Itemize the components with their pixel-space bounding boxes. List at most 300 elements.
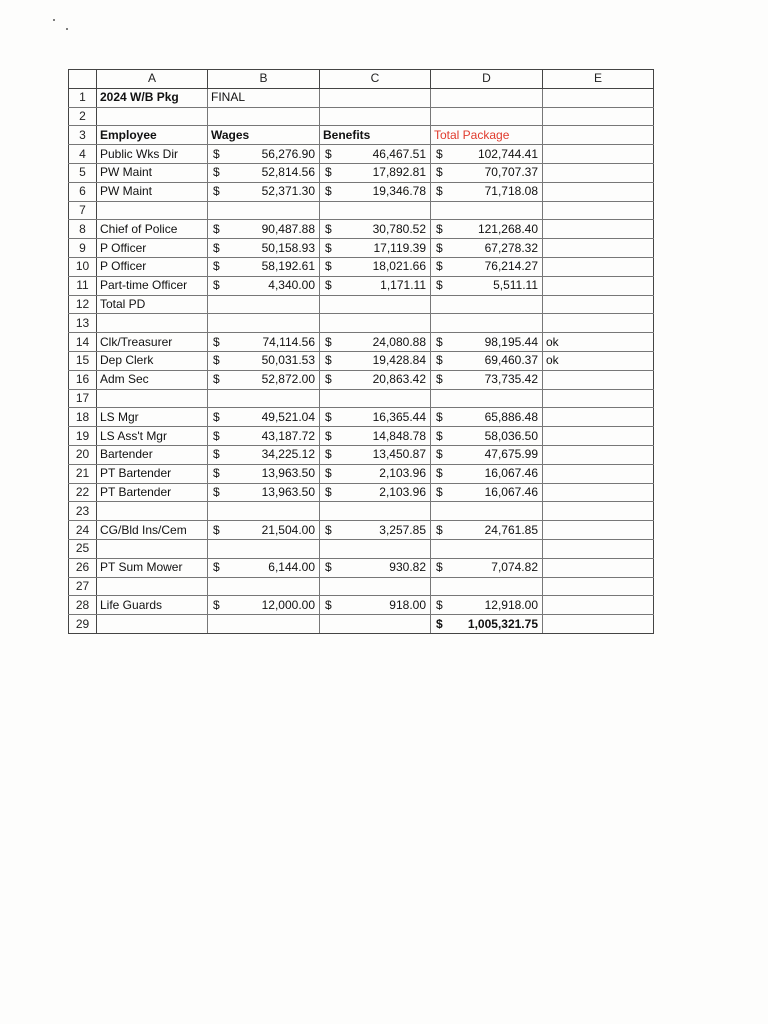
amount: 17,119.39	[373, 240, 426, 255]
amount: 58,036.50	[484, 428, 538, 443]
currency-symbol: $	[436, 240, 443, 255]
cell-d: Total Package	[431, 126, 543, 145]
currency-symbol: $	[213, 165, 220, 180]
cell-a: Adm Sec	[97, 370, 208, 389]
scan-speck	[53, 19, 55, 21]
cell-b: FINAL	[208, 88, 320, 107]
currency-symbol: $	[213, 240, 220, 255]
currency-symbol: $	[213, 597, 220, 612]
currency-value	[211, 371, 316, 388]
row-number: 3	[69, 126, 97, 145]
cell-d	[431, 276, 543, 295]
table-row	[69, 145, 654, 164]
currency-symbol: $	[213, 560, 220, 575]
amount: 49,521.04	[261, 409, 315, 424]
cell-b	[208, 295, 320, 314]
cell-c	[320, 521, 431, 540]
cell-a: CG/Bld Ins/Cem	[97, 521, 208, 540]
table-row	[69, 483, 654, 502]
currency-symbol: $	[213, 447, 220, 462]
currency-value	[211, 240, 316, 257]
currency-symbol: $	[325, 165, 332, 180]
currency-symbol: $	[213, 146, 220, 161]
cell-a: PW Maint	[97, 163, 208, 182]
currency-value	[211, 164, 316, 181]
currency-value	[434, 428, 539, 445]
cell-a	[97, 539, 208, 558]
table-row	[69, 276, 654, 295]
cell-b	[208, 257, 320, 276]
currency-symbol: $	[436, 616, 443, 631]
currency-symbol: $	[436, 165, 443, 180]
amount: 2,103.96	[379, 466, 426, 481]
amount: 56,276.90	[261, 146, 315, 161]
amount: 7,074.82	[491, 560, 538, 575]
currency-symbol: $	[436, 597, 443, 612]
currency-value	[323, 465, 427, 482]
currency-value	[323, 409, 427, 426]
currency-value	[211, 522, 316, 539]
table-row	[69, 464, 654, 483]
cell-e	[543, 408, 654, 427]
currency-value	[434, 484, 539, 501]
cell-e	[543, 257, 654, 276]
cell-e	[543, 201, 654, 220]
table-row	[69, 257, 654, 276]
currency-symbol: $	[436, 259, 443, 274]
cell-e	[543, 615, 654, 634]
cell-e	[543, 464, 654, 483]
row-number: 5	[69, 163, 97, 182]
amount: 102,744.41	[477, 146, 538, 161]
table-row	[69, 558, 654, 577]
amount: 918.00	[389, 597, 426, 612]
cell-a: PT Bartender	[97, 464, 208, 483]
cell-b	[208, 220, 320, 239]
currency-symbol: $	[325, 560, 332, 575]
currency-value	[211, 446, 316, 463]
amount: 19,428.84	[372, 353, 426, 368]
cell-b	[208, 107, 320, 126]
cell-e	[543, 389, 654, 408]
cell-b	[208, 408, 320, 427]
currency-symbol: $	[213, 184, 220, 199]
row-number: 1	[69, 88, 97, 107]
currency-symbol: $	[436, 353, 443, 368]
cell-b	[208, 596, 320, 615]
currency-symbol: $	[213, 353, 220, 368]
table-row	[69, 615, 654, 634]
row-number: 12	[69, 295, 97, 314]
currency-symbol: $	[325, 278, 332, 293]
currency-symbol: $	[213, 221, 220, 236]
currency-value	[211, 559, 316, 576]
cell-e: ok	[543, 351, 654, 370]
cell-c	[320, 201, 431, 220]
amount: 16,067.46	[484, 484, 538, 499]
cell-a: Part-time Officer	[97, 276, 208, 295]
column-header-a: A	[97, 70, 208, 89]
cell-b	[208, 389, 320, 408]
cell-d	[431, 558, 543, 577]
cell-c	[320, 295, 431, 314]
currency-value	[323, 183, 427, 200]
currency-value	[434, 465, 539, 482]
amount: 50,158.93	[261, 240, 315, 255]
amount: 2,103.96	[379, 484, 426, 499]
cell-d	[431, 464, 543, 483]
currency-value	[323, 522, 427, 539]
row-number: 20	[69, 445, 97, 464]
amount: 52,814.56	[261, 165, 315, 180]
cell-c	[320, 389, 431, 408]
column-header-b: B	[208, 70, 320, 89]
currency-value	[211, 597, 316, 614]
table-row	[69, 314, 654, 333]
cell-c	[320, 276, 431, 295]
amount: 50,031.53	[261, 353, 315, 368]
cell-a: Employee	[97, 126, 208, 145]
cell-e	[543, 314, 654, 333]
currency-value	[211, 352, 316, 369]
currency-symbol: $	[213, 372, 220, 387]
cell-c	[320, 257, 431, 276]
currency-value	[211, 334, 316, 351]
corner-cell	[69, 70, 97, 89]
amount: 71,718.08	[484, 184, 538, 199]
row-number: 24	[69, 521, 97, 540]
currency-symbol: $	[436, 466, 443, 481]
spreadsheet	[68, 69, 654, 634]
cell-b	[208, 370, 320, 389]
currency-value	[434, 334, 539, 351]
cell-a: Total PD	[97, 295, 208, 314]
currency-value	[323, 559, 427, 576]
table-row	[69, 408, 654, 427]
currency-symbol: $	[325, 221, 332, 236]
cell-d	[431, 408, 543, 427]
cell-d	[431, 427, 543, 446]
currency-symbol: $	[325, 484, 332, 499]
table-row	[69, 126, 654, 145]
table-row	[69, 370, 654, 389]
amount: 67,278.32	[484, 240, 538, 255]
cell-a: Life Guards	[97, 596, 208, 615]
currency-value	[434, 146, 539, 163]
currency-symbol: $	[436, 447, 443, 462]
amount: 21,504.00	[261, 522, 315, 537]
cell-b	[208, 314, 320, 333]
table-row	[69, 239, 654, 258]
cell-d	[431, 389, 543, 408]
currency-value	[434, 258, 539, 275]
table-row	[69, 577, 654, 596]
cell-a: LS Mgr	[97, 408, 208, 427]
currency-symbol: $	[436, 522, 443, 537]
currency-value	[211, 258, 316, 275]
currency-symbol: $	[436, 146, 443, 161]
cell-c	[320, 333, 431, 352]
scan-speck	[66, 28, 68, 30]
cell-c	[320, 408, 431, 427]
cell-d	[431, 596, 543, 615]
currency-symbol: $	[436, 184, 443, 199]
currency-value	[323, 597, 427, 614]
row-number: 7	[69, 201, 97, 220]
cell-d	[431, 539, 543, 558]
column-header-d: D	[431, 70, 543, 89]
cell-d	[431, 295, 543, 314]
amount: 34,225.12	[261, 447, 315, 462]
amount: 24,080.88	[372, 334, 426, 349]
row-number: 17	[69, 389, 97, 408]
table-row	[69, 182, 654, 201]
table-row	[69, 107, 654, 126]
cell-a: P Officer	[97, 257, 208, 276]
cell-e	[543, 596, 654, 615]
amount: 19,346.78	[372, 184, 426, 199]
cell-b	[208, 615, 320, 634]
amount: 1,005,321.75	[467, 616, 538, 631]
currency-value	[434, 221, 539, 238]
table-row	[69, 521, 654, 540]
cell-d	[431, 239, 543, 258]
cell-a	[97, 577, 208, 596]
cell-d	[431, 107, 543, 126]
amount: 3,257.85	[379, 522, 426, 537]
row-number: 14	[69, 333, 97, 352]
cell-b	[208, 427, 320, 446]
cell-d	[431, 333, 543, 352]
currency-value	[323, 428, 427, 445]
cell-d	[431, 502, 543, 521]
cell-d	[431, 615, 543, 634]
currency-symbol: $	[436, 278, 443, 293]
cell-d	[431, 370, 543, 389]
cell-b	[208, 539, 320, 558]
row-number: 10	[69, 257, 97, 276]
table-row	[69, 539, 654, 558]
currency-symbol: $	[213, 428, 220, 443]
cell-e	[543, 502, 654, 521]
cell-e	[543, 445, 654, 464]
currency-value	[323, 277, 427, 294]
currency-value	[323, 221, 427, 238]
row-number: 11	[69, 276, 97, 295]
currency-symbol: $	[325, 447, 332, 462]
table-row	[69, 389, 654, 408]
currency-symbol: $	[213, 409, 220, 424]
cell-d	[431, 314, 543, 333]
cell-b	[208, 577, 320, 596]
cell-e	[543, 427, 654, 446]
cell-d	[431, 145, 543, 164]
currency-symbol: $	[213, 334, 220, 349]
amount: 52,872.00	[261, 372, 315, 387]
table-row	[69, 445, 654, 464]
currency-value	[211, 183, 316, 200]
cell-a	[97, 502, 208, 521]
amount: 16,365.44	[372, 409, 426, 424]
currency-value	[211, 409, 316, 426]
currency-value	[434, 616, 539, 633]
row-number: 18	[69, 408, 97, 427]
amount: 17,892.81	[372, 165, 426, 180]
cell-b	[208, 201, 320, 220]
cell-e	[543, 239, 654, 258]
currency-symbol: $	[213, 522, 220, 537]
cell-a: P Officer	[97, 239, 208, 258]
cell-e	[543, 558, 654, 577]
currency-value	[323, 352, 427, 369]
row-number: 6	[69, 182, 97, 201]
cell-d	[431, 163, 543, 182]
row-number: 22	[69, 483, 97, 502]
amount: 13,450.87	[372, 447, 426, 462]
amount: 58,192.61	[261, 259, 315, 274]
currency-value	[434, 371, 539, 388]
amount: 47,675.99	[484, 447, 538, 462]
column-header-c: C	[320, 70, 431, 89]
currency-value	[211, 484, 316, 501]
cell-b	[208, 351, 320, 370]
amount: 121,268.40	[477, 221, 538, 236]
cell-a	[97, 615, 208, 634]
row-number: 8	[69, 220, 97, 239]
cell-b	[208, 145, 320, 164]
cell-d	[431, 351, 543, 370]
currency-symbol: $	[325, 240, 332, 255]
cell-c	[320, 107, 431, 126]
cell-d	[431, 483, 543, 502]
cell-c	[320, 370, 431, 389]
cell-a	[97, 201, 208, 220]
cell-a: Clk/Treasurer	[97, 333, 208, 352]
row-number: 21	[69, 464, 97, 483]
cell-b	[208, 182, 320, 201]
cell-d	[431, 445, 543, 464]
amount: 52,371.30	[261, 184, 315, 199]
cell-e	[543, 126, 654, 145]
row-number: 28	[69, 596, 97, 615]
currency-value	[323, 371, 427, 388]
cell-d	[431, 88, 543, 107]
cell-e	[543, 163, 654, 182]
currency-symbol: $	[213, 484, 220, 499]
cell-e	[543, 276, 654, 295]
row-number: 4	[69, 145, 97, 164]
amount: 20,863.42	[372, 372, 426, 387]
amount: 930.82	[389, 560, 426, 575]
amount: 73,735.42	[484, 372, 538, 387]
cell-a: PW Maint	[97, 182, 208, 201]
row-number: 26	[69, 558, 97, 577]
cell-a: PT Sum Mower	[97, 558, 208, 577]
row-number: 2	[69, 107, 97, 126]
currency-value	[211, 221, 316, 238]
amount: 13,963.50	[261, 466, 315, 481]
currency-value	[323, 146, 427, 163]
currency-value	[323, 334, 427, 351]
cell-e	[543, 88, 654, 107]
currency-value	[434, 522, 539, 539]
currency-value	[434, 352, 539, 369]
row-number: 9	[69, 239, 97, 258]
cell-c	[320, 427, 431, 446]
cell-c: Benefits	[320, 126, 431, 145]
currency-symbol: $	[325, 597, 332, 612]
currency-symbol: $	[436, 560, 443, 575]
cell-c	[320, 351, 431, 370]
currency-symbol: $	[436, 372, 443, 387]
table-row	[69, 201, 654, 220]
currency-symbol: $	[325, 146, 332, 161]
cell-a: PT Bartender	[97, 483, 208, 502]
currency-value	[434, 240, 539, 257]
cell-d	[431, 201, 543, 220]
currency-symbol: $	[213, 259, 220, 274]
cell-e	[543, 483, 654, 502]
cell-e	[543, 521, 654, 540]
amount: 12,918.00	[484, 597, 538, 612]
row-number: 15	[69, 351, 97, 370]
cell-d	[431, 220, 543, 239]
cell-e	[543, 220, 654, 239]
cell-c	[320, 88, 431, 107]
cell-e	[543, 182, 654, 201]
amount: 70,707.37	[484, 165, 538, 180]
cell-a: Dep Clerk	[97, 351, 208, 370]
row-number: 19	[69, 427, 97, 446]
spreadsheet-body	[69, 70, 654, 634]
currency-symbol: $	[325, 259, 332, 274]
cell-c	[320, 445, 431, 464]
amount: 12,000.00	[261, 597, 315, 612]
amount: 18,021.66	[372, 259, 426, 274]
cell-b	[208, 445, 320, 464]
table-row	[69, 427, 654, 446]
currency-value	[434, 409, 539, 426]
amount: 5,511.11	[493, 278, 538, 293]
cell-c	[320, 163, 431, 182]
currency-symbol: $	[325, 409, 332, 424]
table-row	[69, 163, 654, 182]
row-number: 23	[69, 502, 97, 521]
cell-c	[320, 145, 431, 164]
currency-value	[434, 277, 539, 294]
cell-e	[543, 370, 654, 389]
currency-value	[211, 428, 316, 445]
cell-b	[208, 558, 320, 577]
cell-c	[320, 539, 431, 558]
cell-a: Bartender	[97, 445, 208, 464]
table-row	[69, 88, 654, 107]
cell-e	[543, 539, 654, 558]
currency-symbol: $	[436, 409, 443, 424]
currency-value	[434, 446, 539, 463]
currency-value	[211, 146, 316, 163]
cell-a	[97, 389, 208, 408]
cell-c	[320, 239, 431, 258]
currency-value	[434, 183, 539, 200]
cell-b	[208, 464, 320, 483]
amount: 30,780.52	[372, 221, 426, 236]
cell-b	[208, 483, 320, 502]
currency-value	[211, 277, 316, 294]
amount: 98,195.44	[484, 334, 538, 349]
currency-value	[323, 164, 427, 181]
cell-a	[97, 107, 208, 126]
